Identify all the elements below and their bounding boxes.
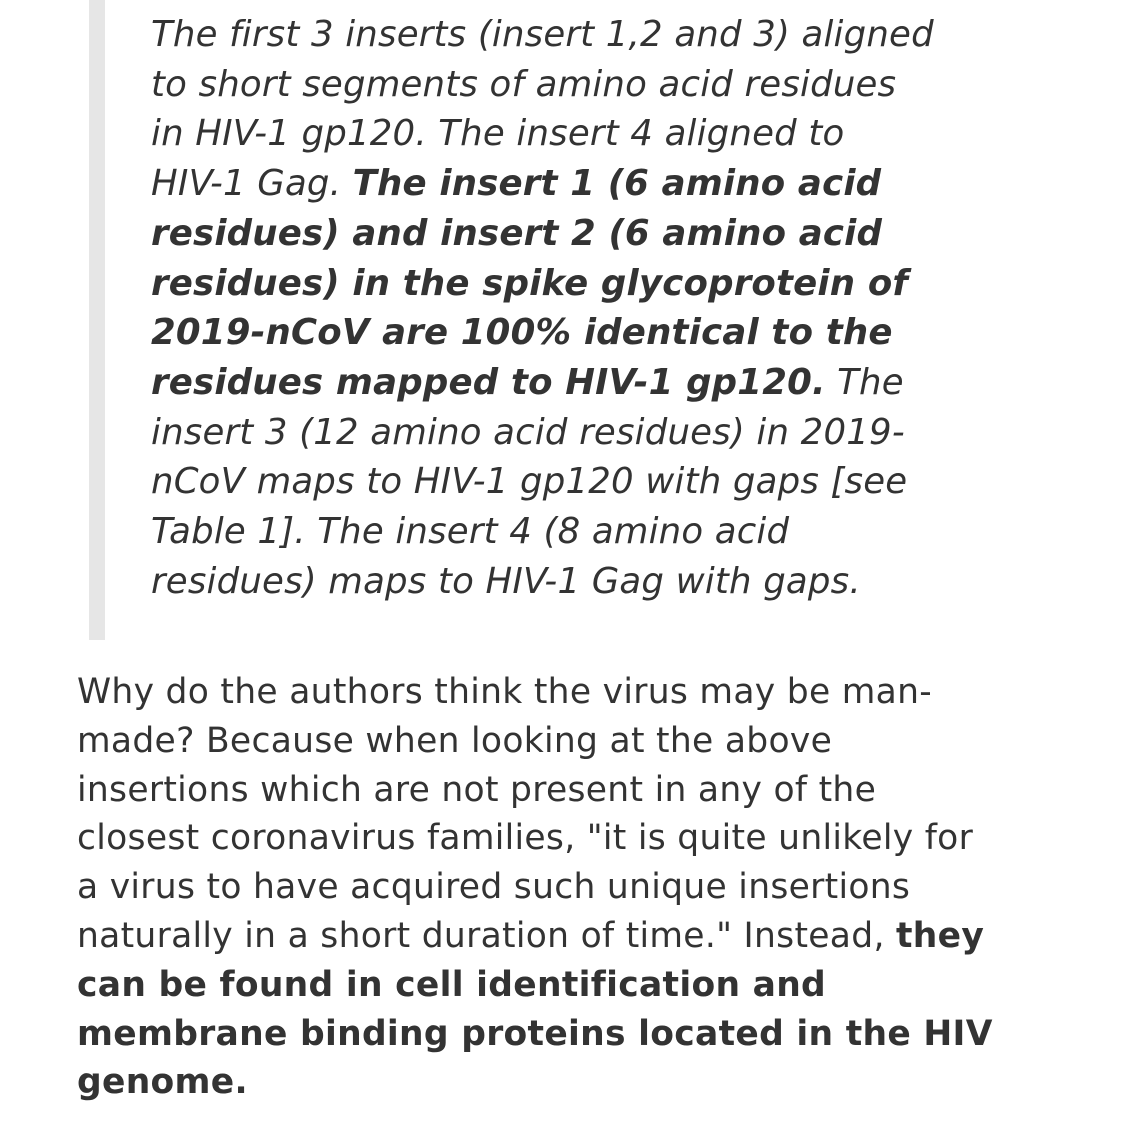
blockquote-text: The [825,361,904,403]
paragraph-line [77,961,1077,1010]
blockquote-text [151,10,991,606]
paragraph-line [77,1010,1077,1059]
blockquote-text: Table 1]. The insert 4 (8 amino acid [151,511,790,553]
blockquote-bold-text: residues mapped to HIV-1 gp120. [151,361,826,403]
blockquote-bold-text: residues) and insert 2 (6 amino acid [151,212,883,254]
paragraph-text: closest coronavirus families, "it is quite unlikely for [77,818,974,859]
blockquote-line [151,308,991,358]
paragraph-bold-text: can be found in cell identification and [77,964,827,1005]
paragraph-line [77,863,1077,912]
blockquote-text: nCoV maps to HIV-1 gp120 with gaps [see [151,461,908,503]
paragraph-bold-text: membrane binding proteins located in the HIV [77,1013,993,1054]
blockquote-text: HIV-1 Gag. [151,163,353,205]
blockquote-line [151,259,991,309]
paragraph-text: insertions which are not present in any of the [77,769,877,810]
blockquote-line [151,358,991,408]
blockquote-text: in HIV-1 gp120. The insert 4 aligned to [151,113,845,155]
paragraph-line [77,668,1077,717]
blockquote-line [151,209,991,259]
paragraph-bold-text: genome. [77,1062,248,1103]
blockquote-bold-text: 2019-nCoV are 100% identical to the [151,312,893,354]
blockquote-line [151,557,991,607]
paragraph-line [77,1058,1077,1107]
blockquote-bold-text: The insert 1 (6 amino acid [352,163,882,205]
blockquote-text: The first 3 inserts (insert 1,2 and 3) aligned [151,14,934,55]
body-paragraph [77,668,1077,1107]
blockquote-line [151,60,991,110]
paragraph-line [77,766,1077,815]
paragraph-line [77,814,1077,863]
paragraph-line [77,717,1077,766]
blockquote-line [151,408,991,458]
blockquote-line [151,507,991,557]
paragraph-text: naturally in a short duration of time." Instead, [77,915,896,956]
paragraph-text: made? Because when looking at the above [77,720,833,761]
blockquote-bold-text: residues) in the spike glycoprotein of [151,262,909,304]
paragraph-text: a virus to have acquired such unique insertions [77,867,911,908]
blockquote-text: residues) maps to HIV-1 Gag with gaps. [151,560,861,602]
paragraph-text: Why do the authors think the virus may be man- [77,672,933,712]
blockquote-text: to short segments of amino acid residues [151,63,897,105]
paragraph-bold-text: they [895,915,985,956]
blockquote-line [151,10,991,60]
blockquote-line [151,457,991,507]
blockquote [89,0,989,640]
blockquote-text: insert 3 (12 amino acid residues) in 2019- [151,411,905,453]
blockquote-line [151,109,991,159]
paragraph-line [77,912,1077,961]
blockquote-line [151,159,991,209]
